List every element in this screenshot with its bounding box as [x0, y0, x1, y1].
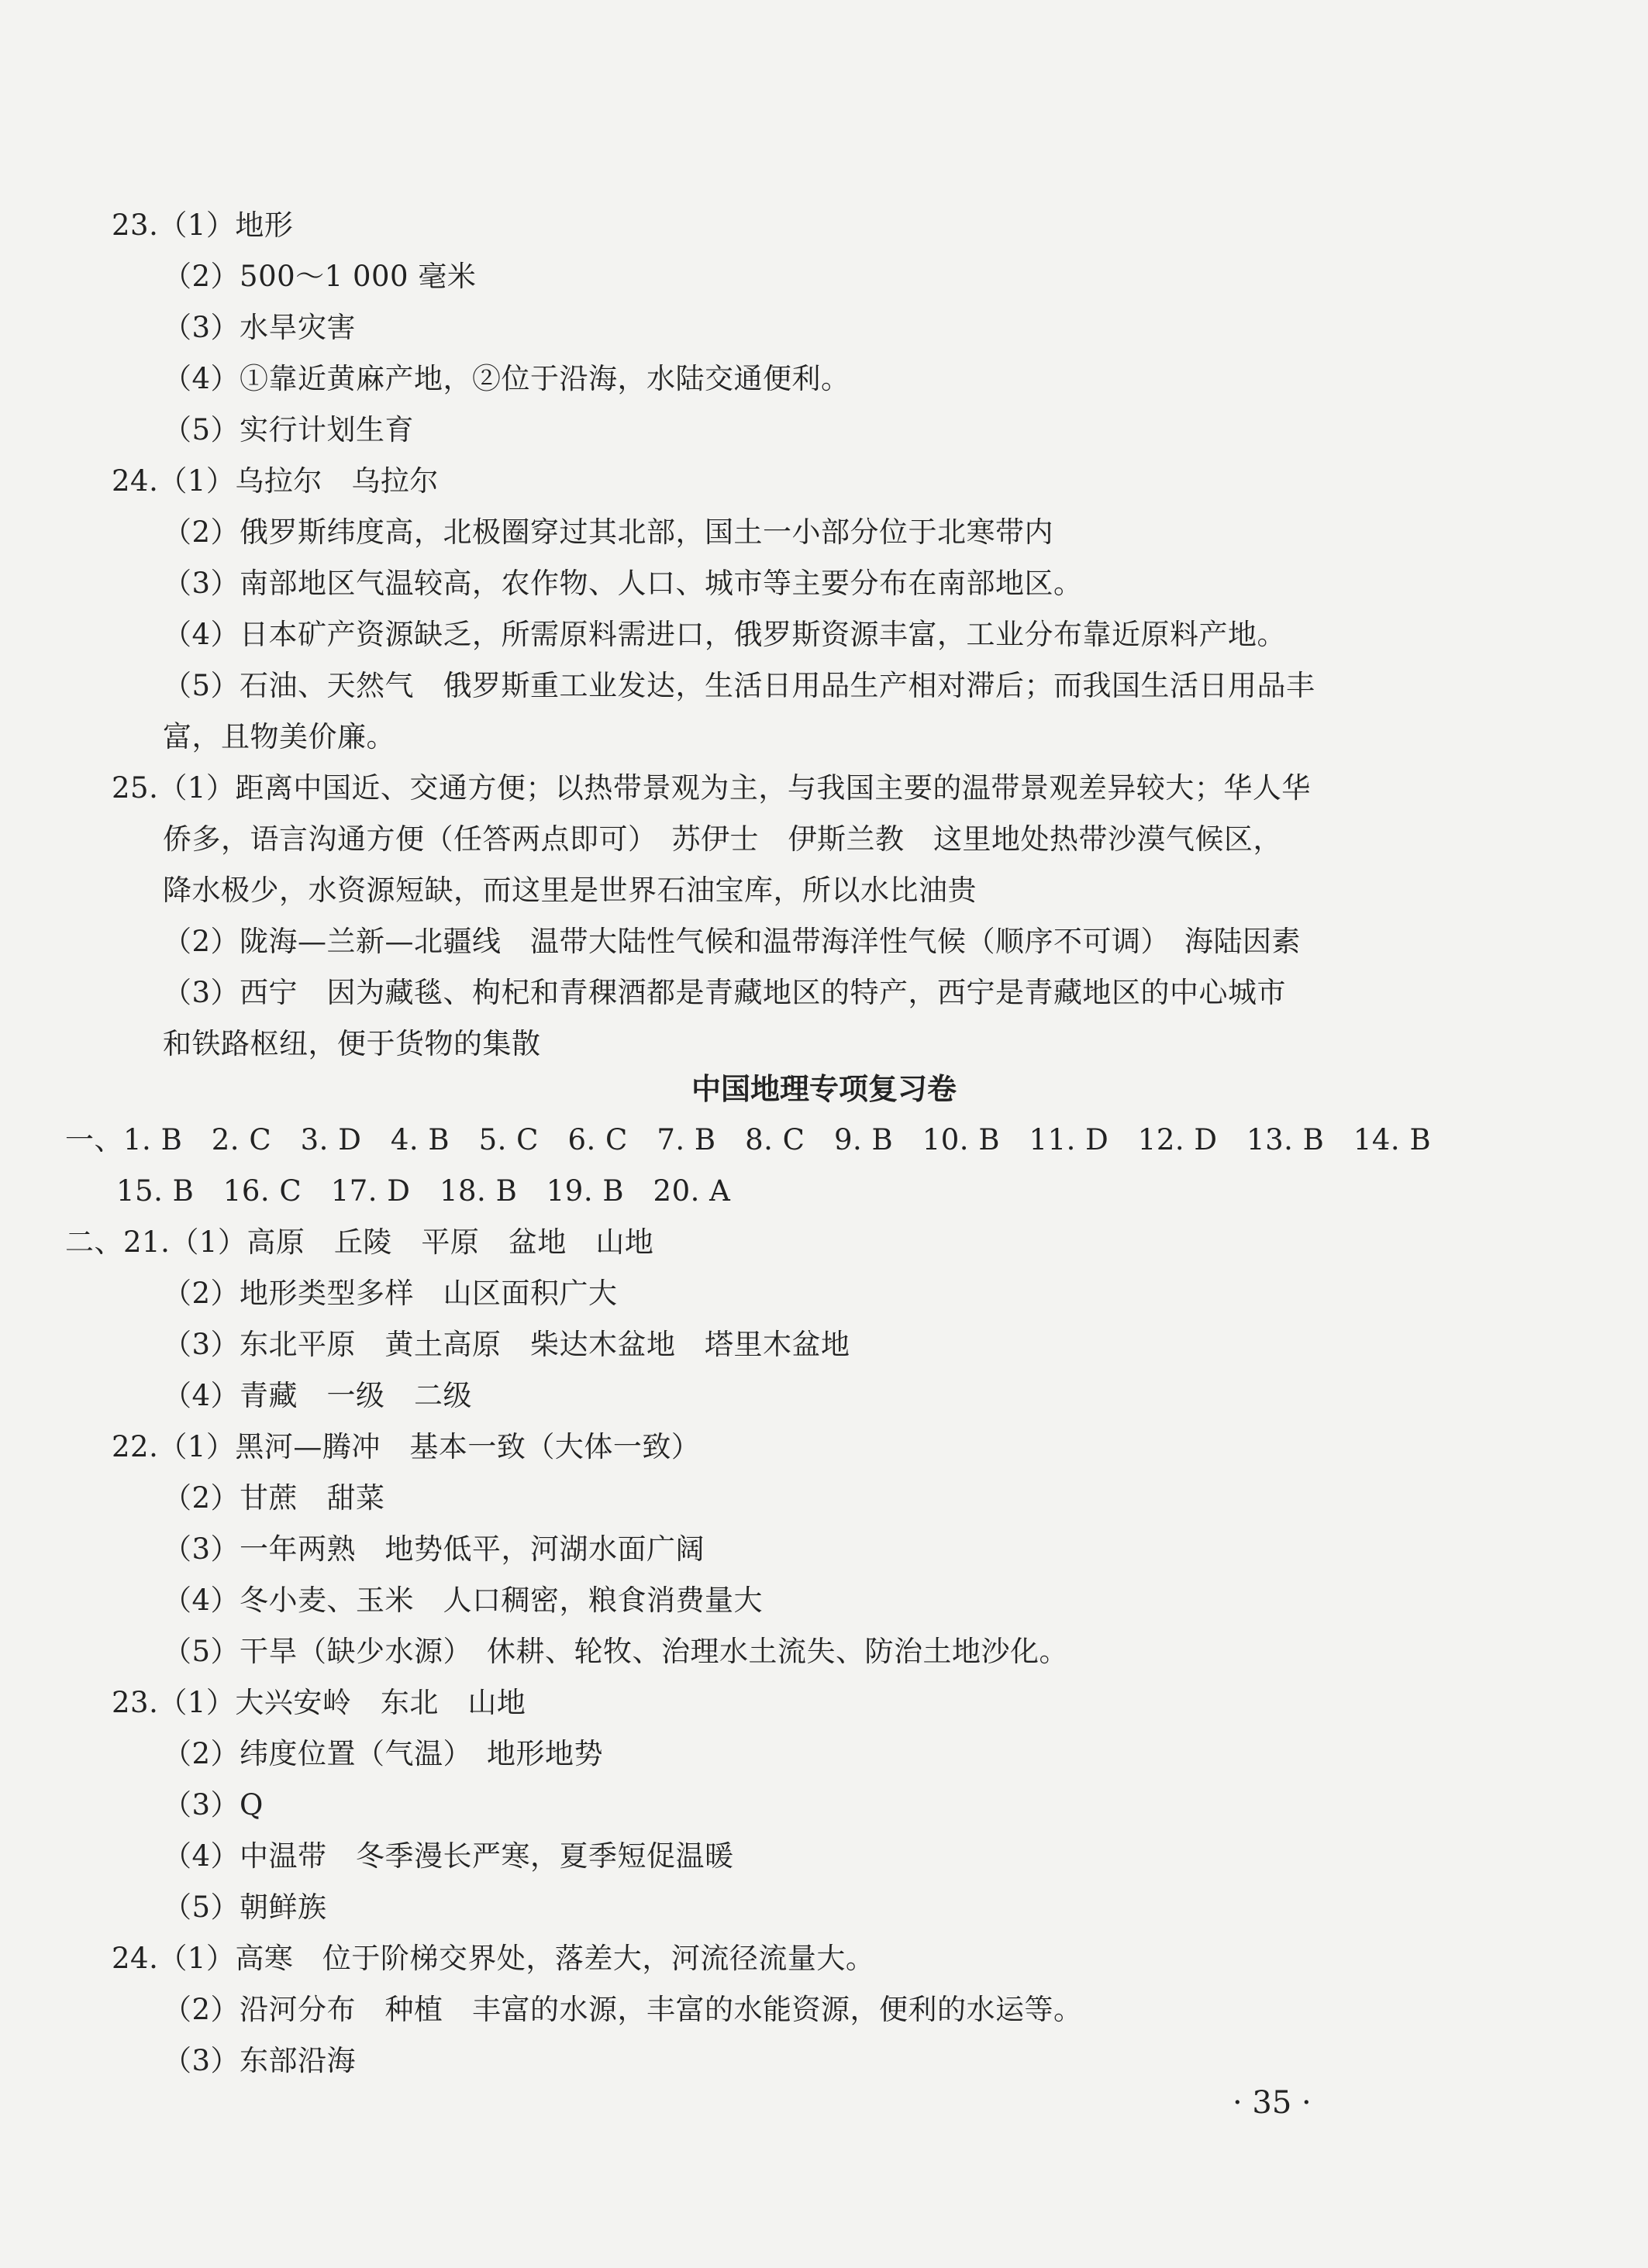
- answer-line: （4）日本矿产资源缺乏，所需原料需进口，俄罗斯资源丰富，工业分布靠近原料产地。: [163, 618, 1287, 651]
- answer-line: （3）Q: [163, 1788, 264, 1822]
- answer-line: （5）石油、天然气 俄罗斯重工业发达，生活日用品生产相对滞后；而我国生活日用品丰: [163, 669, 1315, 702]
- answer-line: 和铁路枢纽，便于货物的集散: [163, 1027, 541, 1060]
- answer-line: （3）水旱灾害: [163, 311, 357, 344]
- answer-line: 15. B 16. C 17. D 18. B 19. B 20. A: [116, 1174, 731, 1208]
- answer-line: （3）西宁 因为藏毯、枸杞和青稞酒都是青藏地区的特产，西宁是青藏地区的中心城市: [163, 976, 1287, 1009]
- answer-line: （4）青藏 一级 二级: [163, 1379, 473, 1412]
- answer-line: （4）冬小麦、玉米 人口稠密，粮食消费量大: [163, 1584, 764, 1617]
- answer-line: 侨多，语言沟通方便（任答两点即可） 苏伊士 伊斯兰教 这里地处热带沙漠气候区，: [163, 822, 1282, 856]
- answer-line: 24.（1）高寒 位于阶梯交界处，落差大，河流径流量大。: [112, 1942, 875, 1975]
- answer-line: （5）实行计划生育: [163, 413, 415, 446]
- section-heading: 中国地理专项复习卷: [691, 1072, 957, 1106]
- answer-line: （5）干旱（缺少水源） 休耕、轮牧、治理水土流失、防治土地沙化。: [163, 1635, 1069, 1668]
- answer-line: （3）一年两熟 地势低平，河湖水面广阔: [163, 1532, 705, 1566]
- answer-line: 降水极少，水资源短缺，而这里是世界石油宝库，所以水比油贵: [163, 874, 977, 907]
- answer-line: （3）东部沿海: [163, 2044, 357, 2077]
- answer-line: 二、21.（1）高原 丘陵 平原 盆地 山地: [65, 1225, 654, 1259]
- answer-line: （2）俄罗斯纬度高，北极圈穿过其北部，国土一小部分位于北寒带内: [163, 515, 1054, 549]
- answer-line: 23.（1）地形: [112, 209, 294, 242]
- answer-line: 22.（1）黑河—腾冲 基本一致（大体一致）: [112, 1430, 701, 1463]
- answer-line: （4）①靠近黄麻产地，②位于沿海，水陆交通便利。: [163, 362, 850, 395]
- answer-line: （5）朝鲜族: [163, 1891, 327, 1924]
- answer-line: （3）南部地区气温较高，农作物、人口、城市等主要分布在南部地区。: [163, 567, 1083, 600]
- answer-line: （2）纬度位置（气温） 地形地势: [163, 1737, 604, 1770]
- page-number: · 35 ·: [1233, 2085, 1312, 2121]
- answer-line: （3）东北平原 黄土高原 柴达木盆地 塔里木盆地: [163, 1328, 850, 1361]
- answer-line: （2）地形类型多样 山区面积广大: [163, 1277, 618, 1310]
- answer-line: （2）500～1 000 毫米: [163, 260, 477, 293]
- answer-line: 一、1. B 2. C 3. D 4. B 5. C 6. C 7. B 8. C 9. B 10. B 11. D 12. D 13. B 14. B: [65, 1123, 1432, 1156]
- answer-line: 24.（1）乌拉尔 乌拉尔: [112, 464, 439, 498]
- answer-line: （4）中温带 冬季漫长严寒，夏季短促温暖: [163, 1839, 734, 1873]
- answer-line: 23.（1）大兴安岭 东北 山地: [112, 1686, 526, 1719]
- answer-line: 25.（1）距离中国近、交通方便；以热带景观为主，与我国主要的温带景观差异较大；华人华: [112, 771, 1311, 805]
- answer-line: （2）陇海—兰新—北疆线 温带大陆性气候和温带海洋性气候（顺序不可调） 海陆因素: [163, 925, 1302, 958]
- answer-line: （2）甘蔗 甜菜: [163, 1481, 385, 1515]
- answer-line: 富，且物美价廉。: [163, 720, 395, 753]
- answer-line: （2）沿河分布 种植 丰富的水源，丰富的水能资源，便利的水运等。: [163, 1993, 1083, 2026]
